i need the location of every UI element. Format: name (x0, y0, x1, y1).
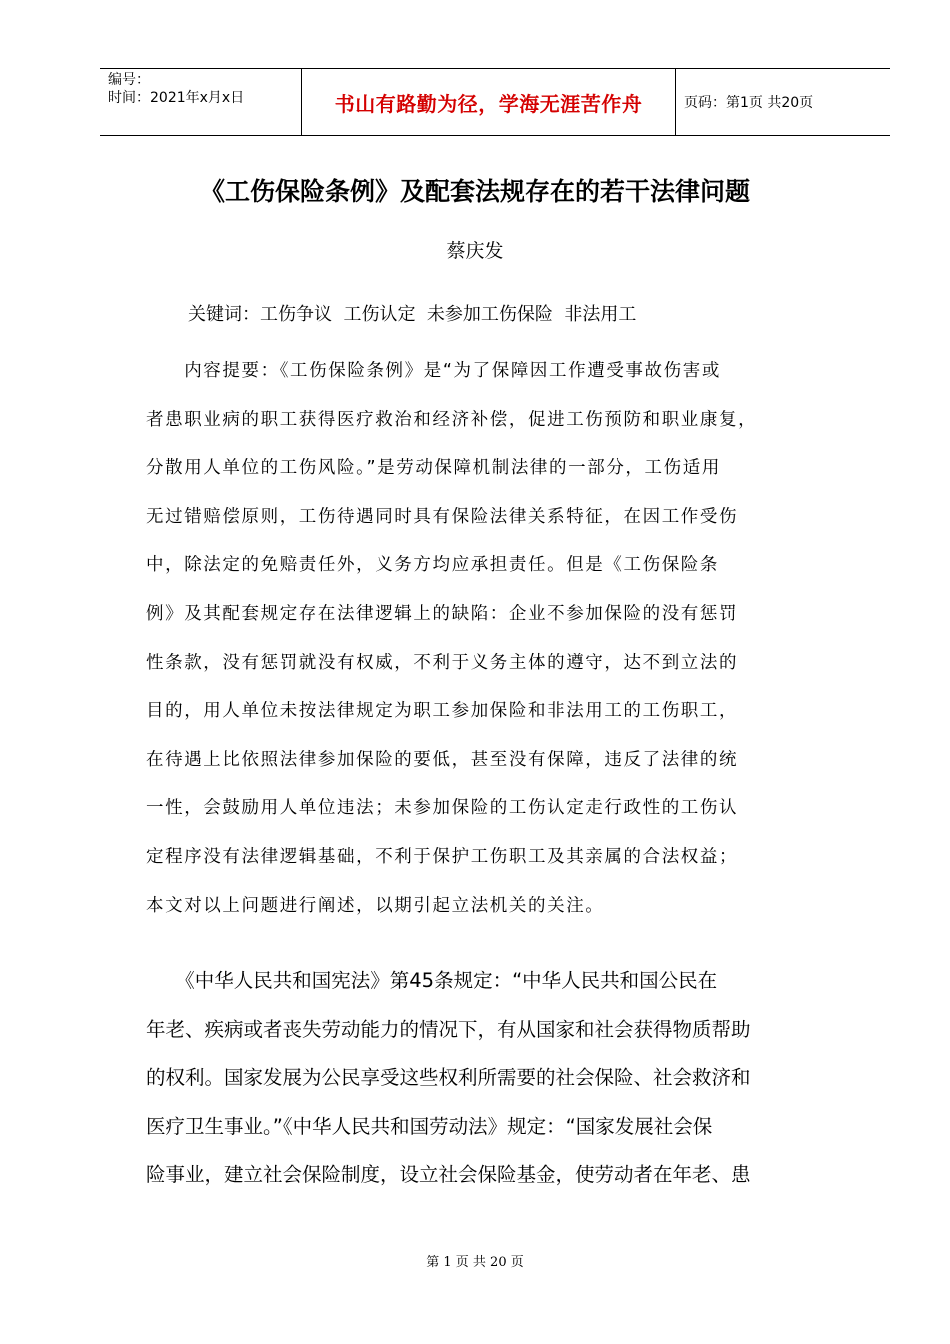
body-paragraph (146, 966, 846, 1209)
header-motto: 书山有路勤为径，学海无涯苦作舟 (334, 91, 643, 116)
abstract-line: 性条款，没有惩罚就没有权威，不利于义务主体的遵守，达不到立法的 (146, 652, 739, 673)
body-line: 年老、疾病或者丧失劳动能力的情况下，有从国家和社会获得物质帮助 (146, 1017, 751, 1041)
abstract-line: 一性，会鼓励用人单位违法；未参加保险的工伤认定走行政性的工伤认 (146, 798, 739, 819)
document-time-label: 时间：2021年x月x日 (108, 90, 245, 106)
header-motto-cell (302, 69, 676, 135)
abstract-line: 目的，用人单位未按法律规定为职工参加保险和非法用工的工伤职工， (146, 701, 739, 722)
page-header (100, 68, 890, 136)
header-page-info-cell (676, 69, 890, 135)
abstract-line: 无过错赔偿原则，工伤待遇同时具有保险法律关系特征，在因工作受伤 (146, 506, 739, 527)
document-keywords: 关键词：工伤争议 工伤认定 未参加工伤保险 非法用工 (188, 304, 637, 325)
abstract-line: 中，除法定的免赔责任外，义务方均应承担责任。但是《工伤保险条 (146, 555, 719, 576)
abstract-line: 定程序没有法律逻辑基础，不利于保护工伤职工及其亲属的合法权益； (146, 846, 739, 867)
abstract-line: 本文对以上问题进行阐述，以期引起立法机关的关注。 (146, 895, 605, 916)
abstract-line: 分散用人单位的工伤风险。”是劳动保障机制法律的一部分，工伤适用 (146, 458, 721, 479)
page-footer: 第 1 页 共 20 页 (426, 1255, 524, 1270)
body-line: 医疗卫生事业。”《中华人民共和国劳动法》规定：“国家发展社会保 (146, 1114, 713, 1138)
body-line: 《中华人民共和国宪法》第45条规定：“中华人民共和国公民在 (146, 969, 718, 992)
abstract-line: 者患职业病的职工获得医疗救治和经济补偿，促进工伤预防和职业康复， (146, 409, 758, 430)
header-page-info: 页码：第1页 共20页 (684, 95, 814, 111)
abstract-paragraph (146, 356, 846, 939)
abstract-line: 内容提要：《工伤保险条例》是“为了保障因工作遭受事故伤害或 (146, 361, 721, 381)
body-line: 的权利。国家发展为公民享受这些权利所需要的社会保险、社会救济和 (146, 1066, 751, 1090)
document-number-label: 编号： (108, 72, 150, 88)
body-line: 险事业，建立社会保险制度，设立社会保险基金，使劳动者在年老、患 (146, 1163, 751, 1187)
header-meta (100, 69, 302, 135)
abstract-line: 例》及其配套规定存在法律逻辑上的缺陷：企业不参加保险的没有惩罚 (146, 603, 739, 624)
document-title: 《工伤保险条例》及配套法规存在的若干法律问题 (199, 177, 750, 206)
abstract-line: 在待遇上比依照法律参加保险的要低，甚至没有保障，违反了法律的统 (146, 749, 739, 770)
document-author: 蔡庆发 (446, 240, 504, 262)
